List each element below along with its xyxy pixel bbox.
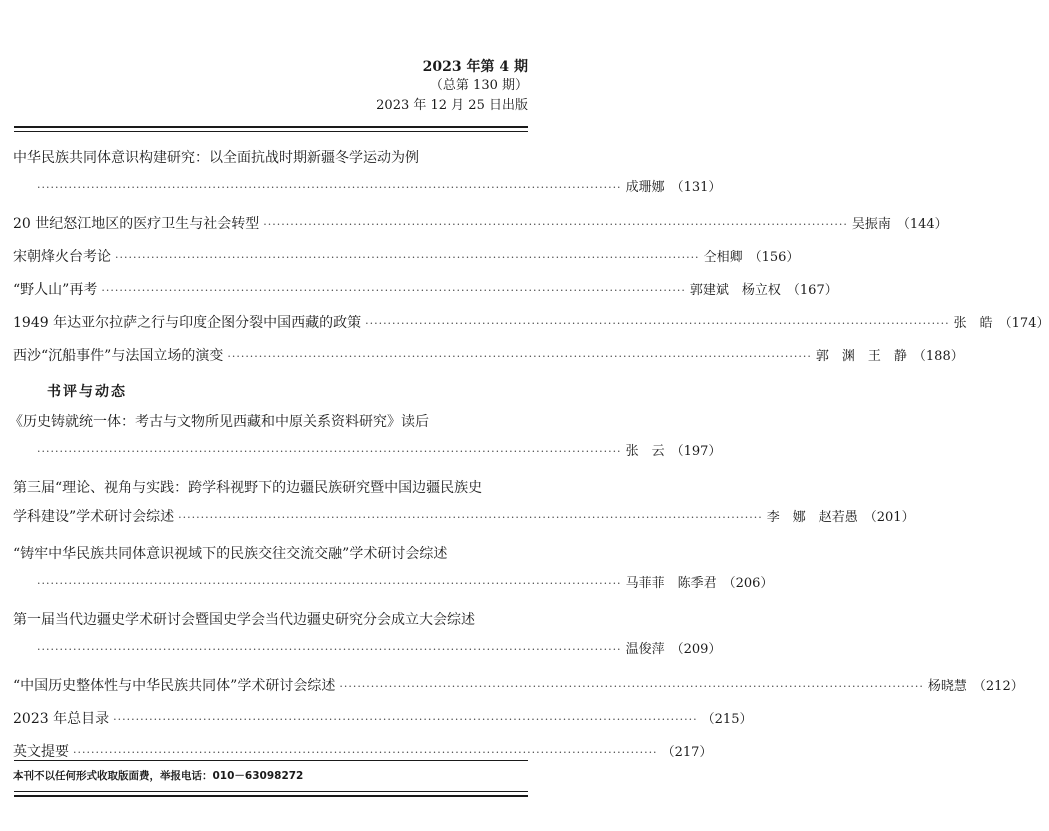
toc-author: 张 云 [625,444,665,459]
toc-page: （131） [670,180,722,195]
toc-page: （201） [863,510,915,525]
toc-title-row [13,543,528,563]
toc-title: 第三届“理论、视角与实践：跨学科视野下的边疆民族研究暨中国边疆民族史 [13,480,483,496]
toc-author: 郭 渊 王 静 [815,349,907,364]
toc-author: 温俊萍 [625,642,665,657]
toc-entry[interactable] [13,345,964,381]
dot-leader: ·································································································································· [227,350,812,363]
section-heading-row [13,381,528,411]
toc-row [13,213,948,233]
toc-title: 2023 年总目录 [13,711,110,727]
toc-page: （188） [912,349,964,364]
dot-leader: ·································································································································· [365,317,950,330]
toc-author: 马菲菲 陈季君 [625,576,717,591]
toc-entry[interactable] [13,609,722,675]
toc-page: （167） [786,283,838,298]
toc-entry[interactable] [13,246,800,279]
toc-row [13,675,1024,695]
toc-title: “野人山”再考 [13,282,98,298]
toc-entry[interactable] [13,147,722,213]
dot-leader: ·································································································································· [339,680,924,693]
dot-leader: ·································································································································· [37,577,622,590]
top-rule-thin [14,131,528,132]
dot-leader: ·································································································································· [113,713,698,726]
toc-author: 张 皓 [953,316,993,331]
dot-leader: ·································································································································· [37,643,622,656]
toc-title-row [13,477,528,497]
dot-leader: ·································································································································· [115,251,700,264]
bottom-rule-thin [14,791,528,792]
toc-row [13,708,753,728]
toc-row [13,312,1049,332]
toc-row [13,246,800,266]
toc-title-row [9,411,528,431]
toc-page: （144） [896,217,948,232]
toc-entry[interactable] [13,312,1049,345]
toc-leader-row [13,506,915,526]
toc-author: 杨晓慧 [927,679,967,694]
toc-title-continued: 学科建设”学术研讨会综述 [13,509,175,525]
toc-page: （217） [661,745,713,760]
issue-total: （总第 130 期） [429,78,528,93]
toc-row [13,345,964,365]
footer-rule-top [14,760,528,761]
toc-title-row [13,609,528,629]
toc-author: 成珊娜 [625,180,665,195]
dot-leader: ·································································································································· [37,181,622,194]
toc-leader-row [13,440,722,459]
bottom-rule-thick [14,795,528,797]
toc-page: （174） [998,316,1049,331]
toc-title: 英文提要 [13,744,69,760]
toc-author: 李 娜 赵若愚 [766,510,858,525]
dot-leader: ·································································································································· [73,746,658,759]
toc-row [13,741,713,761]
toc-title: 1949 年达亚尔拉萨之行与印度企图分裂中国西藏的政策 [13,315,362,331]
toc-page: （212） [972,679,1024,694]
toc-entry[interactable] [9,411,722,477]
toc-row [13,279,838,299]
toc-entry[interactable] [13,708,753,741]
toc-entry[interactable] [13,279,838,312]
toc-leader-row [13,638,722,657]
toc-title-row [13,147,528,167]
toc-title: 20 世纪怒江地区的医疗卫生与社会转型 [13,216,260,232]
dot-leader: ·································································································································· [263,218,848,231]
toc-title: 宋朝烽火台考论 [13,249,111,265]
dot-leader: ·································································································································· [37,445,622,458]
toc-title: 西沙“沉船事件”与法国立场的演变 [13,348,224,364]
toc-author: 吴振南 [851,217,891,232]
dot-leader: ·································································································································· [101,284,686,297]
toc-author: 郭建斌 杨立权 [689,283,781,298]
toc-page: （206） [722,576,774,591]
toc-page: （197） [670,444,722,459]
table-of-contents [9,147,1049,774]
toc-title: 第一届当代边疆史学术研讨会暨国史学会当代边疆史研究分会成立大会综述 [13,612,475,628]
toc-page: （156） [748,250,800,265]
toc-title: “中国历史整体性与中华民族共同体”学术研讨会综述 [13,678,336,694]
toc-entry[interactable] [13,213,948,246]
top-rule-thick [14,126,528,128]
toc-entry[interactable] [13,543,774,609]
toc-entry[interactable] [13,477,915,543]
toc-leader-row [13,176,722,195]
toc-page: （215） [701,712,753,727]
section-heading: 书评与动态 [47,384,127,400]
issue-info [376,58,528,116]
toc-title: 《历史铸就统一体：考古与文物所见西藏和中原关系资料研究》读后 [9,414,429,430]
toc-author: 仝相卿 [703,250,743,265]
toc-entry[interactable] [13,675,1024,708]
publish-date: 2023 年 12 月 25 日出版 [376,98,528,113]
toc-leader-row [13,572,774,591]
toc-page: （209） [670,642,722,657]
toc-title: “铸牢中华民族共同体意识视域下的民族交往交流交融”学术研讨会综述 [13,546,448,562]
dot-leader: ·································································································································· [178,511,763,524]
issue-number: 2023 年第 4 期 [422,59,528,75]
footer-notice: 本刊不以任何形式收取版面费，举报电话：010－63098272 [13,770,304,782]
toc-title: 中华民族共同体意识构建研究：以全面抗战时期新疆冬学运动为例 [13,150,419,166]
